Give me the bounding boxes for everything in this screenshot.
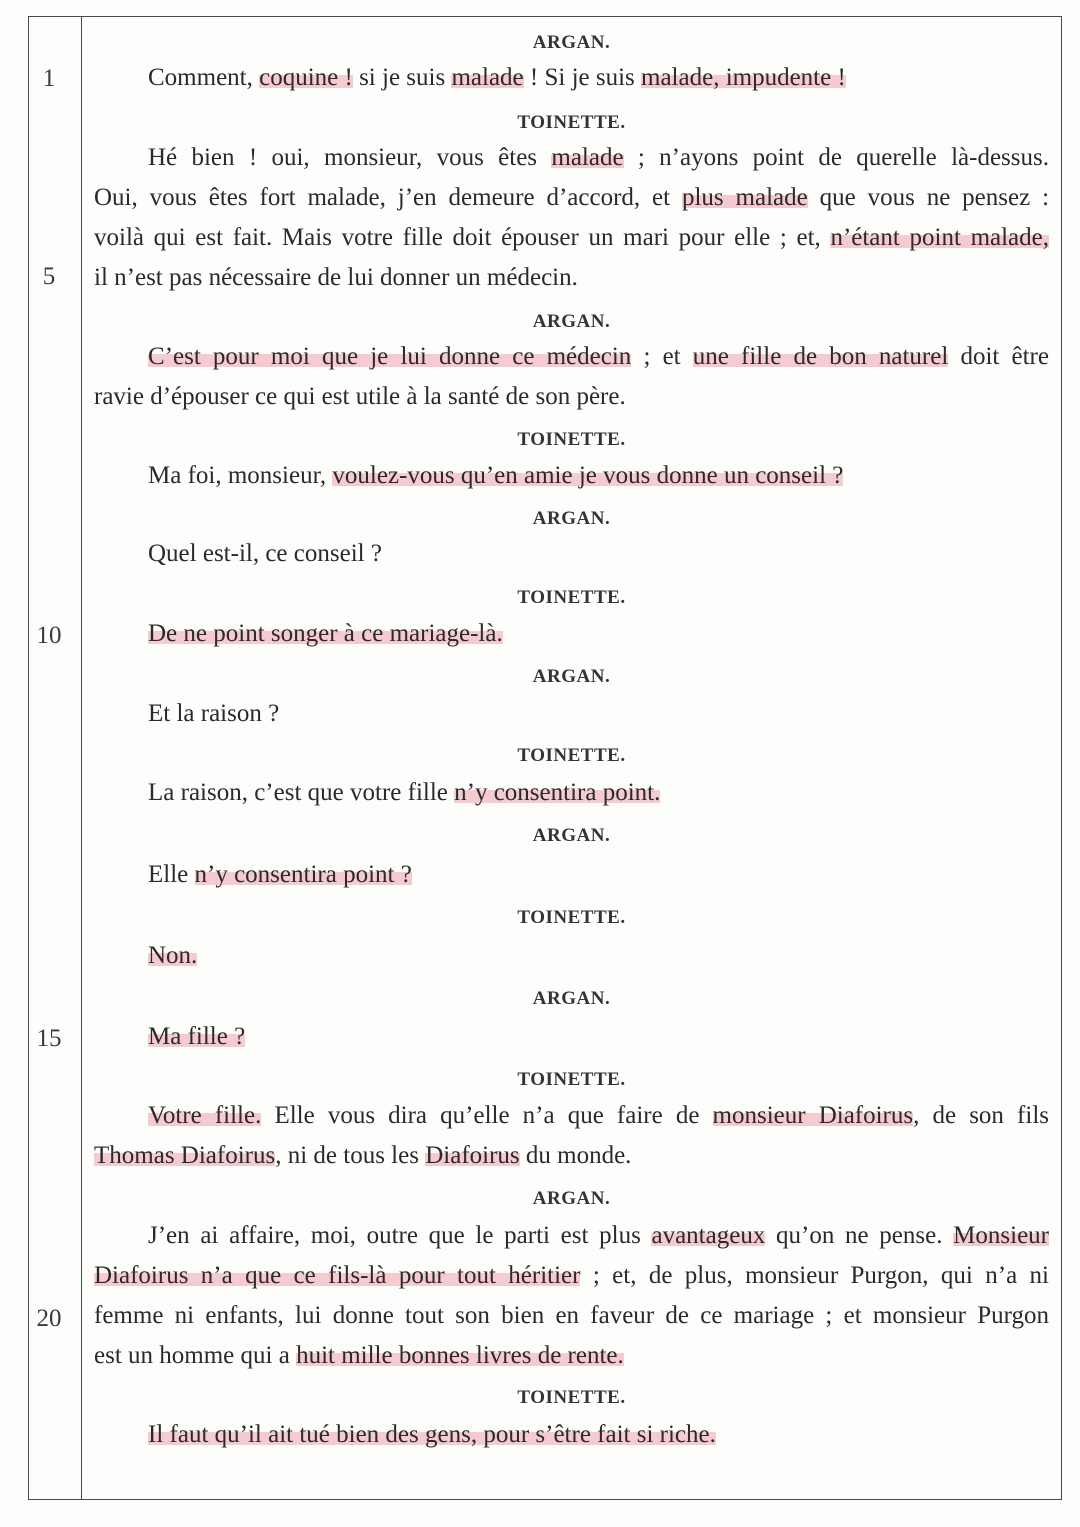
line-number: 10	[36, 622, 62, 649]
highlighted-phrase: n’étant point malade,	[830, 224, 1049, 251]
highlighted-phrase: n’y consentira point ?	[194, 861, 412, 888]
dialogue-line: femme ni enfants, lui donne tout son bien en faveur de ce mariage ; et monsieur Purgon	[94, 1302, 1049, 1329]
dialogue-line: Et la raison ?	[148, 700, 280, 727]
line-number: 15	[36, 1025, 62, 1052]
highlighted-phrase: Non.	[148, 942, 198, 969]
speaker-name: TOINETTE.	[517, 907, 626, 928]
speaker-name: ARGAN.	[532, 311, 611, 332]
dialogue-line: Thomas Diafoirus, ni de tous les Diafoirus du monde.	[94, 1142, 632, 1169]
dialogue-line: Quel est-il, ce conseil ?	[148, 540, 382, 567]
line-number: 20	[36, 1305, 62, 1332]
highlighted-phrase: coquine !	[259, 64, 353, 91]
dialogue-line: Diafoirus n’a que ce fils-là pour tout héritier ; et, de plus, monsieur Purgon, qui n’a ni	[94, 1262, 1049, 1289]
dialogue-line: est un homme qui a huit mille bonnes livres de rente.	[94, 1342, 624, 1369]
dialogue-line: ravie d’épouser ce qui est utile à la santé de son père.	[94, 383, 626, 410]
speaker-name: TOINETTE.	[517, 1387, 626, 1408]
highlighted-phrase: huit mille bonnes livres de rente.	[296, 1342, 624, 1369]
highlighted-phrase: malade, impudente !	[641, 64, 846, 91]
speaker-name: TOINETTE.	[517, 1069, 626, 1090]
highlighted-phrase: voulez-vous qu’en amie je vous donne un conseil ?	[332, 462, 844, 489]
dialogue-column	[82, 17, 1061, 1499]
dialogue-line: Oui, vous êtes fort malade, j’en demeure d’accord, et plus malade que vous ne pensez :	[94, 184, 1050, 211]
highlighted-phrase: De ne point songer à ce mariage-là.	[148, 620, 503, 647]
speaker-name: ARGAN.	[532, 825, 611, 846]
speaker-name: TOINETTE.	[517, 587, 626, 608]
speaker-name: ARGAN.	[532, 1188, 611, 1209]
highlighted-phrase: C’est pour moi que je lui donne ce médecin	[148, 343, 632, 370]
highlighted-phrase: Ma fille ?	[148, 1023, 246, 1050]
dialogue-line: Hé bien ! oui, monsieur, vous êtes malade ; n’ayons point de querelle là-dessus.	[148, 144, 1049, 171]
highlighted-phrase: avantageux	[651, 1222, 766, 1249]
speaker-name: ARGAN.	[532, 666, 611, 687]
dialogue-line	[148, 619, 1049, 649]
line-number: 1	[42, 65, 56, 92]
highlighted-phrase: Diafoirus n’a que ce fils-là pour tout héritier	[94, 1262, 581, 1289]
line-number-column	[29, 17, 82, 1499]
dialogue-line: Ma foi, monsieur, voulez-vous qu’en amie je vous donne un conseil ?	[148, 462, 844, 489]
highlighted-phrase: malade	[451, 64, 524, 91]
dialogue-line: Comment, coquine ! si je suis malade ! Si je suis malade, impudente !	[148, 64, 846, 91]
speaker-name: ARGAN.	[532, 32, 611, 53]
play-excerpt-page	[28, 16, 1062, 1500]
dialogue-line	[148, 941, 1049, 971]
highlighted-phrase: n’y consentira point.	[454, 779, 661, 806]
dialogue-line: voilà qui est fait. Mais votre fille doit épouser un mari pour elle ; et, n’étant point malade,	[94, 224, 1049, 251]
dialogue-line: Votre fille. Elle vous dira qu’elle n’a que faire de monsieur Diafoirus, de son fils	[148, 1102, 1049, 1129]
highlighted-phrase: malade	[551, 144, 624, 171]
speaker-name: ARGAN.	[532, 988, 611, 1009]
dialogue-line: J’en ai affaire, moi, outre que le parti est plus avantageux qu’on ne pense. Monsieur	[148, 1222, 1049, 1249]
dialogue-line	[148, 1022, 1049, 1052]
speaker-name: TOINETTE.	[517, 112, 626, 133]
dialogue-line: La raison, c’est que votre fille n’y consentira point.	[148, 779, 661, 806]
dialogue-line: Elle n’y consentira point ?	[148, 861, 412, 888]
highlighted-phrase: plus malade	[681, 184, 808, 211]
speaker-name: TOINETTE.	[517, 429, 626, 450]
highlighted-phrase: monsieur Diafoirus	[712, 1102, 914, 1129]
highlighted-phrase: Thomas Diafoirus	[94, 1142, 276, 1169]
highlighted-phrase: Diafoirus	[425, 1142, 520, 1169]
highlighted-phrase: Votre fille.	[148, 1102, 262, 1129]
highlighted-phrase: Il faut qu’il ait tué bien des gens, pour s’être fait si riche.	[148, 1421, 716, 1448]
speaker-name: ARGAN.	[532, 508, 611, 529]
highlighted-phrase: une fille de bon naturel	[692, 343, 949, 370]
highlighted-phrase: Monsieur	[953, 1222, 1049, 1249]
dialogue-line: il n’est pas nécessaire de lui donner un médecin.	[94, 264, 578, 291]
line-number: 5	[42, 263, 56, 290]
speaker-name: TOINETTE.	[517, 745, 626, 766]
dialogue-line: C’est pour moi que je lui donne ce médecin ; et une fille de bon naturel doit être	[148, 343, 1049, 370]
dialogue-line	[148, 1420, 1049, 1450]
